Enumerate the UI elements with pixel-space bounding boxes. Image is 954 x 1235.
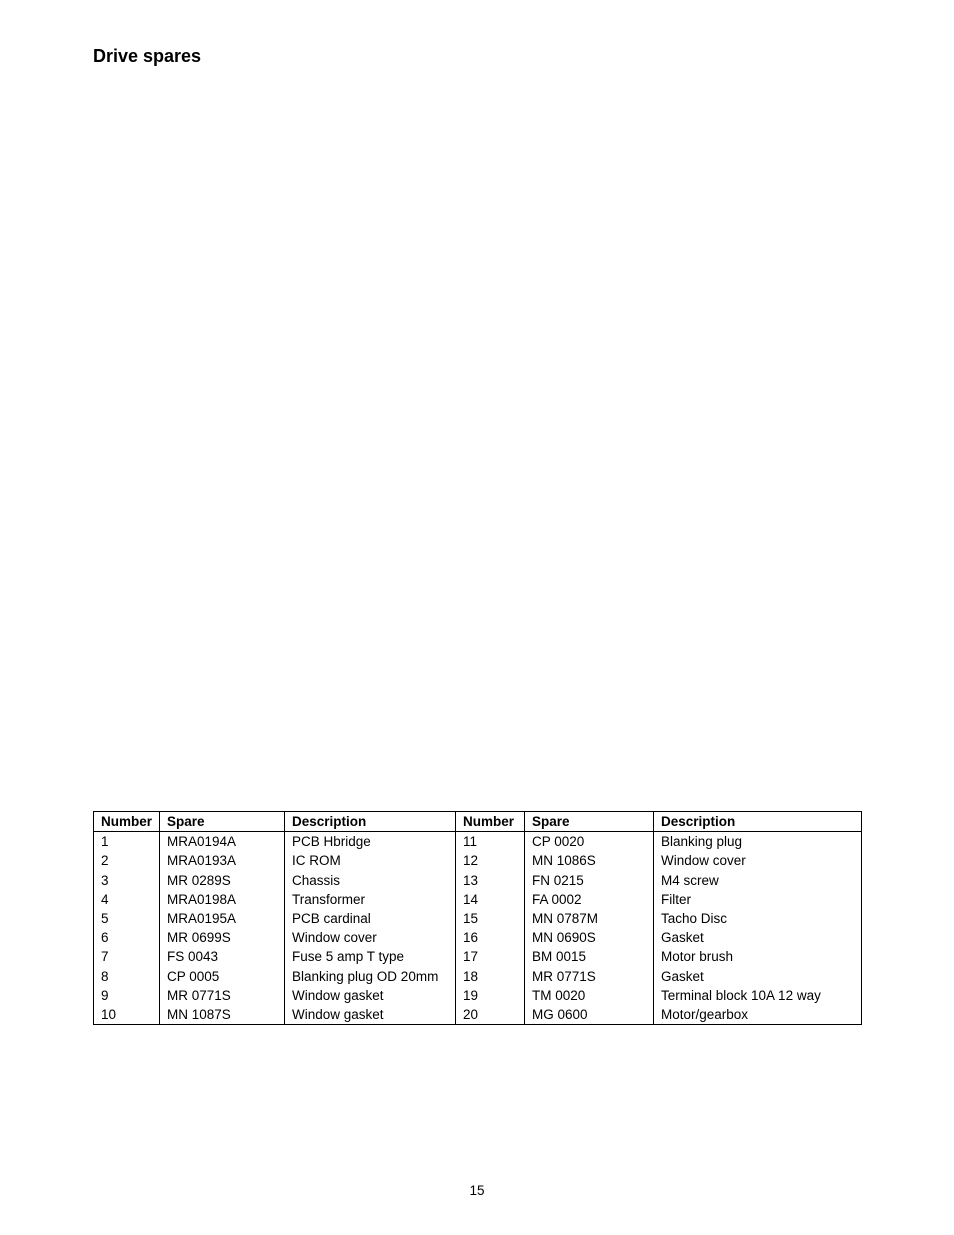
cell-description: Chassis <box>285 871 456 890</box>
cell-spare-2: MN 0787M <box>525 909 654 928</box>
table-row <box>94 967 862 986</box>
cell-number: 9 <box>94 986 160 1005</box>
cell-description: Window gasket <box>285 1005 456 1025</box>
cell-number-2: 13 <box>456 871 525 890</box>
cell-number-2: 20 <box>456 1005 525 1025</box>
cell-number-2: 18 <box>456 967 525 986</box>
cell-number: 2 <box>94 851 160 870</box>
cell-description-2: Blanking plug <box>661 834 743 850</box>
table-row <box>94 871 862 890</box>
cell-spare-2: FN 0215 <box>525 871 654 890</box>
cell-description: IC ROM <box>285 851 456 870</box>
cell-spare-2: MR 0771S <box>525 967 654 986</box>
table-row <box>94 986 862 1005</box>
spares-table <box>93 811 862 1025</box>
table-row <box>94 890 862 909</box>
cell-number-2: 17 <box>456 947 525 966</box>
column-header-description-2: Description <box>654 812 862 832</box>
cell-spare: CP 0005 <box>160 967 285 986</box>
cell-description: Blanking plug OD 20mm <box>285 967 456 986</box>
cell-number: 4 <box>94 890 160 909</box>
column-header-spare-2: Spare <box>525 812 654 832</box>
cell-number: 1 <box>94 832 160 852</box>
cell-spare: MR 0289S <box>160 871 285 890</box>
cell-spare-2: FA 0002 <box>525 890 654 909</box>
table-row <box>94 928 862 947</box>
page-title: Drive spares <box>93 46 202 66</box>
cell-number: 10 <box>94 1005 160 1025</box>
cell-description: Window cover <box>285 928 456 947</box>
cell-spare: MRA0198A <box>160 890 285 909</box>
cell-number-2: 11 <box>456 832 525 852</box>
column-header-description: Description <box>285 812 456 832</box>
cell-description-2: Gasket <box>661 930 704 946</box>
column-header-number: Number <box>94 812 160 832</box>
cell-spare: MR 0699S <box>160 928 285 947</box>
cell-description-2: Motor/gearbox <box>661 1007 749 1023</box>
cell-description-2: Tacho Disc <box>661 911 728 927</box>
cell-description-2: Filter <box>661 891 691 907</box>
cell-description-2: Gasket <box>661 968 704 984</box>
cell-number-2: 15 <box>456 909 525 928</box>
cell-description-2: Window cover <box>661 853 746 869</box>
cell-description-2: Terminal block 10A 12 way <box>661 987 821 1003</box>
table-row <box>94 947 862 966</box>
cell-number: 7 <box>94 947 160 966</box>
page-number: 15 <box>469 1183 485 1198</box>
table-row <box>94 1005 862 1025</box>
cell-number-2: 12 <box>456 851 525 870</box>
cell-spare: MRA0195A <box>160 909 285 928</box>
cell-number: 5 <box>94 909 160 928</box>
cell-description: Fuse 5 amp T type <box>285 947 456 966</box>
cell-number-2: 16 <box>456 928 525 947</box>
cell-number: 3 <box>94 871 160 890</box>
cell-spare: MR 0771S <box>160 986 285 1005</box>
cell-number-2: 19 <box>456 986 525 1005</box>
cell-spare-2: MG 0600 <box>525 1005 654 1025</box>
column-header-number-2: Number <box>456 812 525 832</box>
cell-number-2: 14 <box>456 890 525 909</box>
cell-spare-2: BM 0015 <box>525 947 654 966</box>
cell-description: PCB Hbridge <box>285 832 456 852</box>
table-row <box>94 832 862 852</box>
cell-description: Window gasket <box>285 986 456 1005</box>
table-header-row <box>94 812 862 832</box>
cell-description: Transformer <box>285 890 456 909</box>
cell-spare-2: CP 0020 <box>525 832 654 852</box>
cell-spare: FS 0043 <box>160 947 285 966</box>
cell-description-2: M4 screw <box>661 872 719 888</box>
cell-spare: MN 1087S <box>160 1005 285 1025</box>
cell-spare-2: MN 0690S <box>525 928 654 947</box>
cell-number: 6 <box>94 928 160 947</box>
table-row <box>94 909 862 928</box>
cell-spare-2: TM 0020 <box>525 986 654 1005</box>
column-header-spare: Spare <box>160 812 285 832</box>
table-row <box>94 851 862 870</box>
cell-description: PCB cardinal <box>285 909 456 928</box>
cell-spare: MRA0194A <box>160 832 285 852</box>
cell-description-2: Motor brush <box>661 949 734 965</box>
cell-number: 8 <box>94 967 160 986</box>
cell-spare: MRA0193A <box>160 851 285 870</box>
cell-spare-2: MN 1086S <box>525 851 654 870</box>
